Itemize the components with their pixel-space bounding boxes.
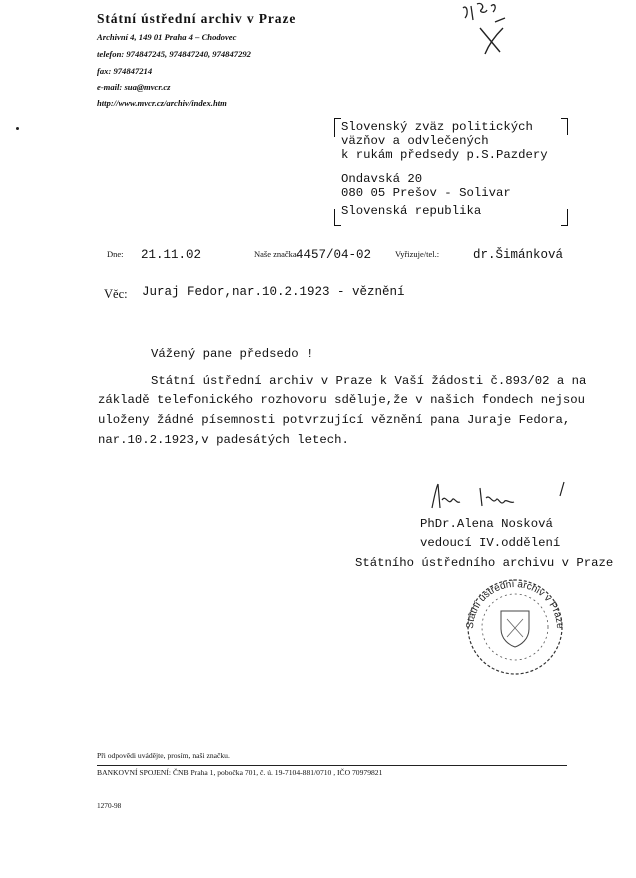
handwritten-corner-mark — [455, 0, 527, 60]
recipient-line: Slovenská republika — [341, 204, 482, 218]
handler-value: dr.Šimánková — [473, 248, 564, 262]
letterhead-address: Archivní 4, 149 01 Praha 4 – Chodovec — [97, 32, 237, 42]
official-stamp — [455, 567, 575, 677]
salutation: Vážený pane předsedo ! — [151, 347, 314, 361]
address-bracket-top-right — [561, 118, 568, 135]
date-label: Dne: — [107, 249, 124, 259]
footer-bank-details: BANKOVNÍ SPOJENÍ: ČNB Praha 1, pobočka 701, č. ú. 19-7104-881/0710 , IČO 70979821 — [97, 768, 383, 777]
signatory-institution: Státního ústředního archivu v Praze — [355, 556, 614, 570]
address-bracket-bottom-left — [334, 209, 341, 226]
recipient-line: Slovenský zväz politických — [341, 120, 533, 134]
subject-value: Juraj Fedor,nar.10.2.1923 - věznění — [142, 285, 405, 299]
body-line: nar.10.2.1923,v padesátých letech. — [98, 433, 349, 447]
letterhead-title: Státní ústřední archiv v Praze — [97, 11, 297, 26]
letterhead-fax: fax: 974847214 — [97, 66, 153, 76]
footer-note: Při odpovědi uvádějte, prosím, naši značku. — [97, 751, 230, 760]
body-line: Státní ústřední archiv v Praze k Vaší žádosti č.893/02 a na — [151, 374, 587, 388]
signatory-name: PhDr.Alena Nosková — [420, 517, 553, 531]
reference-value: 4457/04-02 — [296, 248, 372, 262]
reference-label: Naše značka: — [254, 249, 300, 259]
margin-mark — [16, 127, 19, 130]
letterhead-email: e-mail: sua@mvcr.cz — [97, 82, 171, 92]
recipient-line: k rukám předsedy p.S.Pazdery — [341, 148, 548, 162]
handwritten-signature — [428, 480, 578, 514]
address-bracket-top-left — [334, 118, 341, 137]
stamp-text: Státní ústřední archiv v Praze — [464, 578, 566, 630]
footer-form-code: 1270-98 — [97, 801, 122, 810]
signatory-position: vedoucí IV.oddělení — [420, 536, 561, 550]
letterhead-web: http://www.mvcr.cz/archiv/index.htm — [97, 98, 227, 108]
recipient-line: väzňov a odvlečených — [341, 134, 489, 148]
letterhead-phone: telefon: 974847245, 974847240, 974847292 — [97, 49, 251, 59]
address-bracket-bottom-right — [561, 209, 568, 226]
body-line: uloženy žádné písemnosti potvrzující věznění pana Juraje Fedora, — [98, 413, 571, 427]
footer-divider — [97, 765, 567, 766]
recipient-line: Ondavská 20 — [341, 172, 423, 186]
body-line: základě telefonického rozhovoru sděluje,že v našich fondech nejsou — [98, 393, 586, 407]
recipient-line: 080 05 Prešov - Solivar — [341, 186, 511, 200]
subject-label: Věc: — [104, 287, 128, 301]
handler-label: Vyřizuje/tel.: — [395, 249, 440, 259]
date-value: 21.11.02 — [141, 248, 202, 262]
